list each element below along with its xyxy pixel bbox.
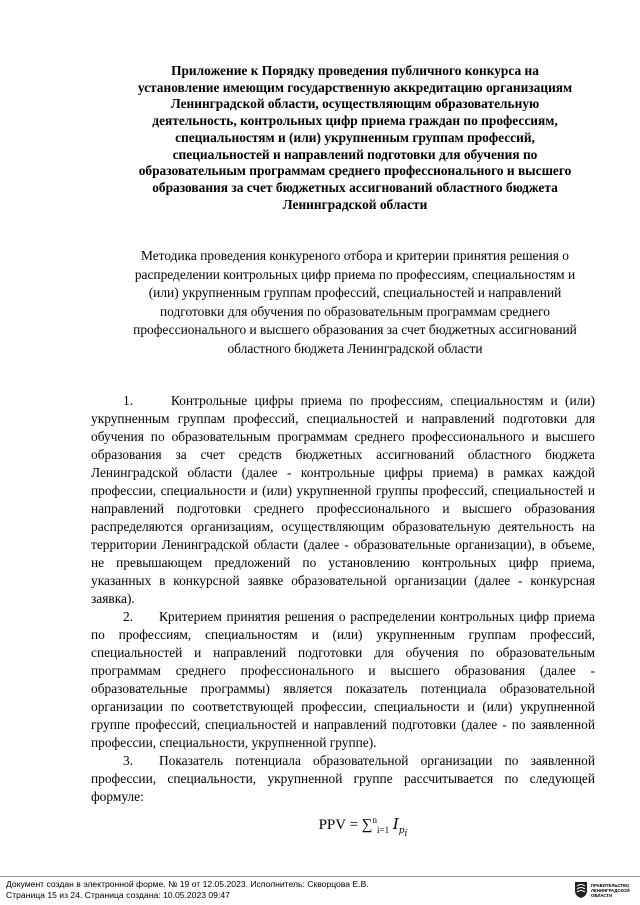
- paragraph-2: [91, 608, 595, 752]
- footer-divider: [0, 876, 640, 877]
- document-body: [91, 392, 595, 844]
- formula-sum-upper: n: [372, 815, 377, 825]
- paragraph-number: 3.: [123, 753, 134, 768]
- footer-info: [6, 879, 526, 900]
- appendix-heading: Приложение к Порядку проведения публичного конкурса на установление имеющим государственную аккредитацию организациям Ленинградской области, осуществляющим образовательную деятельность, контрольных цифр приема граждан по профессиям, специальностям и (или) укрупненным группам профессий, специальностей и направлений подготовки для обучения по образовательным программам среднего профессионального и высшего образования за счет бюджетных ассигнований областного бюджета Ленинградской области: [137, 63, 573, 212]
- formula-term-subsub: i: [404, 828, 408, 839]
- paragraph-1: [91, 392, 595, 608]
- paragraph-number: 2.: [123, 609, 134, 624]
- formula-term: I: [392, 815, 399, 833]
- formula-equals: =: [349, 817, 359, 833]
- formula-lhs: PPV: [318, 817, 346, 833]
- coat-of-arms-icon: [574, 881, 588, 899]
- footer-line-1: Документ создан в электронной форме. № 19 от 12.05.2023. Исполнитель: Скворцова Е.В.: [6, 879, 369, 889]
- formula-term-sub: p: [398, 826, 405, 836]
- paragraph-3: [91, 752, 595, 806]
- paragraph-text: Контрольные цифры приема по профессиям, специальностям и (или) укрупненным группам профессий, специальностей и направлений подготовки для обучения по образовательным программам среднего профессионального и высшего образования за счет средств бюджетных ассигнований областного бюджета Ленинградской области (далее - контрольные цифры приема) в рамках каждой профессии, специальности и (или) укрупненной группы профессий, специальностей и направлений подготовки среднего профессионального и высшего образования распределяются организациям, осуществляющим образовательную деятельность на территории Ленинградской области (далее - образовательные организации), в объеме, не превышающем предложений по установлению контрольных цифр приема, указанных в конкурсной заявке образовательной организации (далее - конкурсная заявка).: [91, 393, 595, 606]
- methodology-title: Методика проведения конкуреного отбора и критерии принятия решения о распределении контрольных цифр приема по профессиям, специальностям и (или) укрупненным группам профессий, специальностей и направлений подготовки для обучения по образовательным программам среднего профессионального и высшего образования за счет бюджетных ассигнований областного бюджета Ленинградской области: [133, 248, 577, 356]
- government-logo: [574, 880, 636, 900]
- ppv-formula: [91, 810, 595, 844]
- footer-line-2: Страница 15 из 24. Страница создана: 10.05.2023 09:47: [6, 889, 230, 900]
- formula-sum-sign: ∑: [361, 817, 373, 833]
- government-logo-text: ПРАВИТЕЛЬСТВО ЛЕНИНГРАДСКОЙ ОБЛАСТИ: [591, 882, 630, 898]
- paragraph-text: Критерием принятия решения о распределении контрольных цифр приема по профессиям, специальностям и (или) укрупненным группам профессий, специальностей и направлений подготовки для обучения по образовательным программам среднего профессионального и высшего образования (далее - образовательные программы) является показатель потенциала образовательной организации по соответствующей профессии, специальности и (или) укрупненной группе профессий, специальностей и направлений подготовки (далее - по заявленной профессии, специальности, укрупненной группе).: [91, 609, 595, 750]
- paragraph-number: 1.: [123, 393, 134, 408]
- paragraph-text: Показатель потенциала образовательной организации по заявленной профессии, специальности, укрупненной группе рассчитывается по следующей формуле:: [91, 753, 595, 804]
- formula-sum-lower: i=1: [377, 825, 390, 835]
